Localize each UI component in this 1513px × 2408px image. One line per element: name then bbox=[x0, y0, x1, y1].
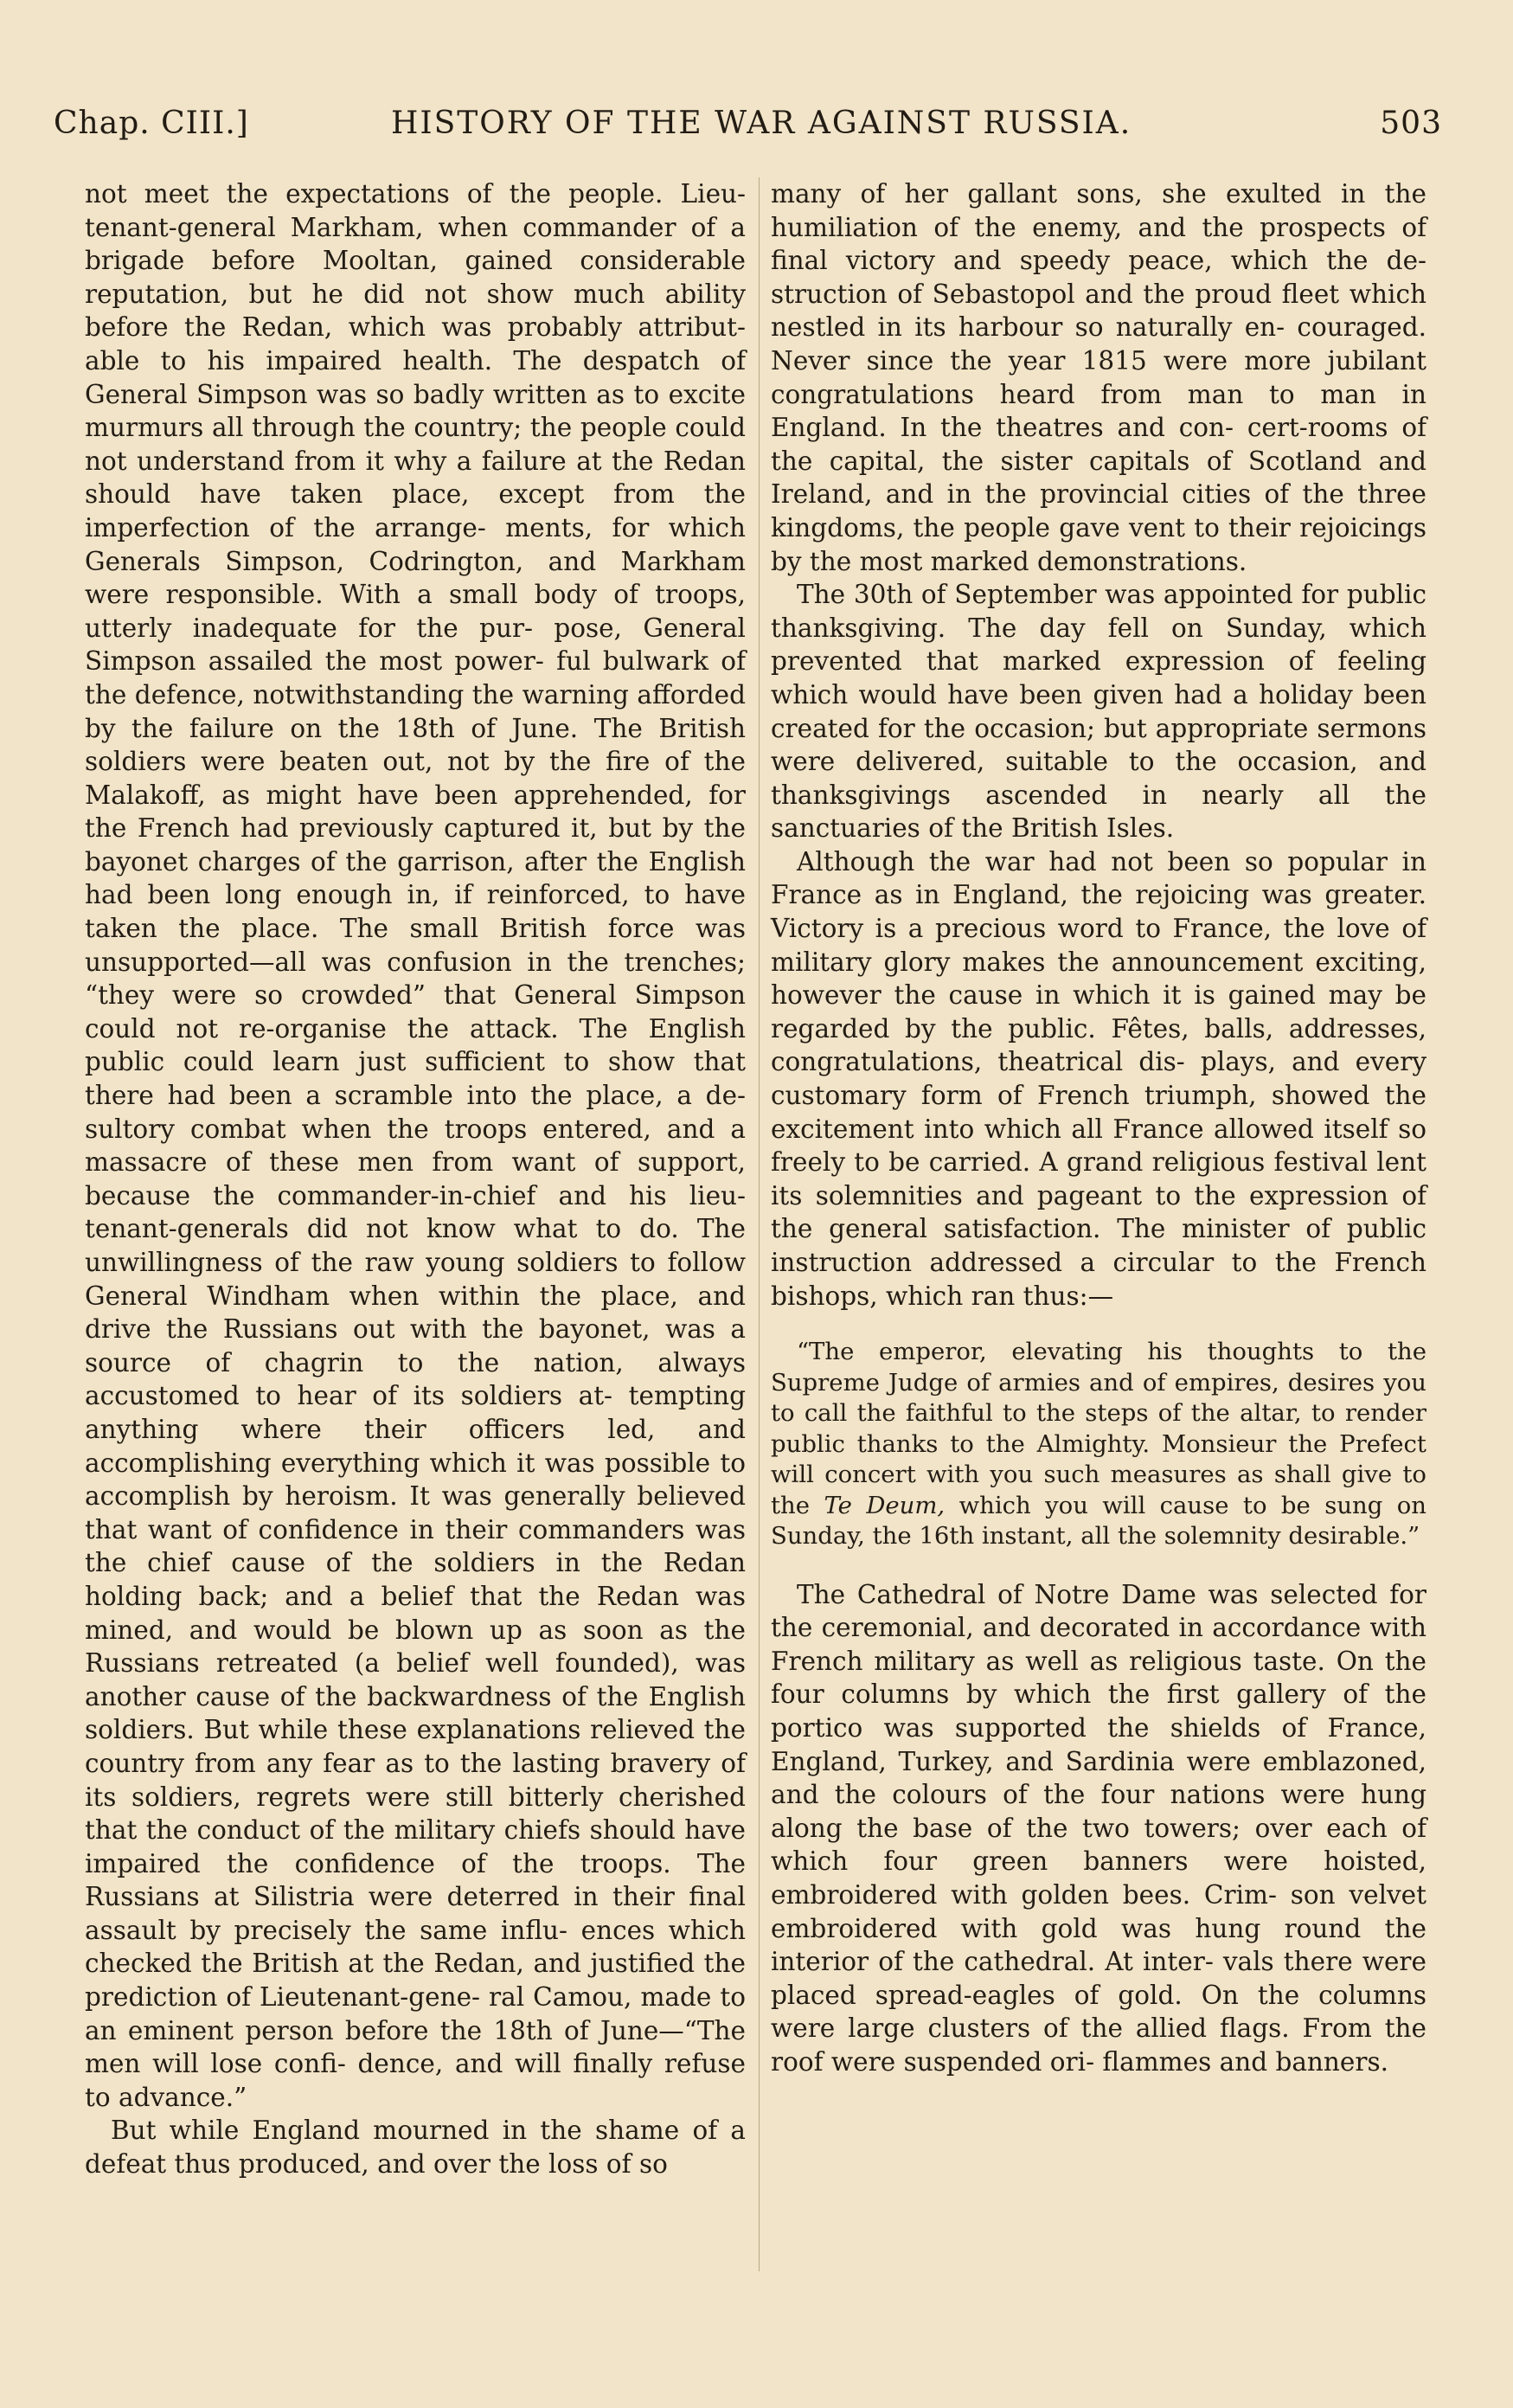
chapter-label: Chap. CIII.] bbox=[54, 106, 249, 141]
paragraph: many of her gallant sons, she exulted in the humiliation of the enemy, and the prospects of final victory and speedy peace, which the de- struction of Sebastopol and the proud fleet which nestled in its harbour so naturally en- couraged. Never since the year 1815 were more jubilant congratulations heard from man to man in England. In the theatres and con- cert-rooms of the capital, the sister capitals of Scotland and Ireland, and in the provincial cities of the three kingdoms, the people gave vent to their rejoicings by the most marked demonstrations. bbox=[771, 179, 1426, 576]
quote-text: which you will cause to be sung on Sunday, the 16th instant, all the solemnity desirable.” bbox=[771, 1491, 1427, 1551]
quote-italic: Te Deum, bbox=[824, 1491, 946, 1519]
block-quote bbox=[771, 1337, 1426, 1552]
page-number: 503 bbox=[1380, 106, 1442, 141]
running-header bbox=[54, 97, 1442, 149]
paragraph: Although the war had not been so popular in France as in England, the rejoicing was greater. Victory is a precious word to France, the love of military glory makes the announcement exciting, however the cause in which it is gained may be regarded by the public. Fêtes, balls, addresses, congratulations, theatrical dis- plays, and every customary form of French triumph, showed the excitement into which all France allowed itself so freely to be carried. A grand religious festival lent its solemnities and pageant to the expression of the general satisfaction. The minister of public instruction addressed a circular to the French bishops, which ran thus:— bbox=[771, 846, 1426, 1311]
paragraph: The Cathedral of Notre Dame was selected for the ceremonial, and decorated in accordance with French military as well as religious taste. On the four columns by which the first gallery of the portico was supported the shields of France, England, Turkey, and Sardinia were emblazoned, and the colours of the four nations were hung along the base of the two towers; over each of which four green banners were hoisted, embroidered with golden bees. Crim- son velvet embroidered with gold was hung round the interior of the cathedral. At inter- vals there were placed spread-eagles of gold. On the columns were large clusters of the allied flags. From the roof were suspended ori- flammes and banners. bbox=[771, 1579, 1426, 2077]
right-column bbox=[771, 177, 1426, 2079]
quote-text: “The emperor, elevating his thoughts to the Supreme Judge of armies and of empires, desires you to call the faithful to the steps of the altar, to render public thanks to the Almighty. Monsieur the Prefect will concert with you such measures as shall give to the bbox=[771, 1338, 1426, 1519]
paragraph: not meet the expectations of the people. Lieu- tenant-general Markham, when commander of a brigade before Mooltan, gained considerable reputation, but he did not show much ability before the Redan, which was probably attribut- able to his impaired health. The despatch of General Simpson was so badly written as to excite murmurs all through the country; the people could not understand from it why a failure at the Redan should have taken place, except from the imperfection of the arrange- ments, for which Generals Simpson, Codrington, and Markham were responsible. With a small body of troops, utterly inadequate for the pur- pose, General Simpson assailed the most power- ful bulwark of the defence, notwithstanding the warning afforded by the failure on the 18th of June. The British soldiers were beaten out, not by the fire of the Malakoff, as might have been apprehended, for the French had previously captured it, but by the bayonet charges of the garrison, after the English had been long enough in, if reinforced, to have taken the place. The small British force was unsupported—all was confusion in the trenches; “they were so crowded” that General Simpson could not re-organise the attack. The English public could learn just sufficient to show that there had been a scramble into the place, a de- sultory combat when the troops entered, and a massacre of these men from want of support, because the commander-in-chief and his lieu- tenant-generals did not know what to do. The unwillingness of the raw young soldiers to follow General Windham when within the place, and drive the Russians out with the bayonet, was a source of chagrin to the nation, always accustomed to hear of its soldiers at- tempting anything where their officers led, and accomplishing everything which it was possible to accomplish by heroism. It was generally believed that want of confidence in their commanders was the chief cause of the soldiers in the Redan holding back; and a belief that the Redan was mined, and would be blown up as soon as the Russians retreated (a belief well founded), was another cause of the backwardness of the English soldiers. But while these explanations relieved the country from any fear as to the lasting bravery of its soldiers, regrets were still bitterly cherished that the conduct of the military chiefs should have impaired the confidence of the troops. The Russians at Silistria were deterred in their final assault by precisely the same influ- ences which checked the British at the Redan, and justified the prediction of Lieutenant-gene- ral Camou, made to an eminent person before the 18th of June—“The men will lose confi- dence, and will finally refuse to advance.” bbox=[85, 179, 746, 2112]
paragraph: The 30th of September was appointed for public thanksgiving. The day fell on Sunday, which prevented that marked expression of feeling which would have been given had a holiday been created for the occasion; but appropriate sermons were delivered, suitable to the occasion, and thanksgivings ascended in nearly all the sanctuaries of the British Isles. bbox=[771, 580, 1426, 844]
running-title: HISTORY OF THE WAR AGAINST RUSSIA. bbox=[391, 106, 1132, 141]
paragraph: But while England mourned in the shame of a defeat thus produced, and over the loss of so bbox=[85, 2116, 746, 2180]
left-column bbox=[85, 177, 746, 2181]
column-divider bbox=[759, 177, 760, 2271]
